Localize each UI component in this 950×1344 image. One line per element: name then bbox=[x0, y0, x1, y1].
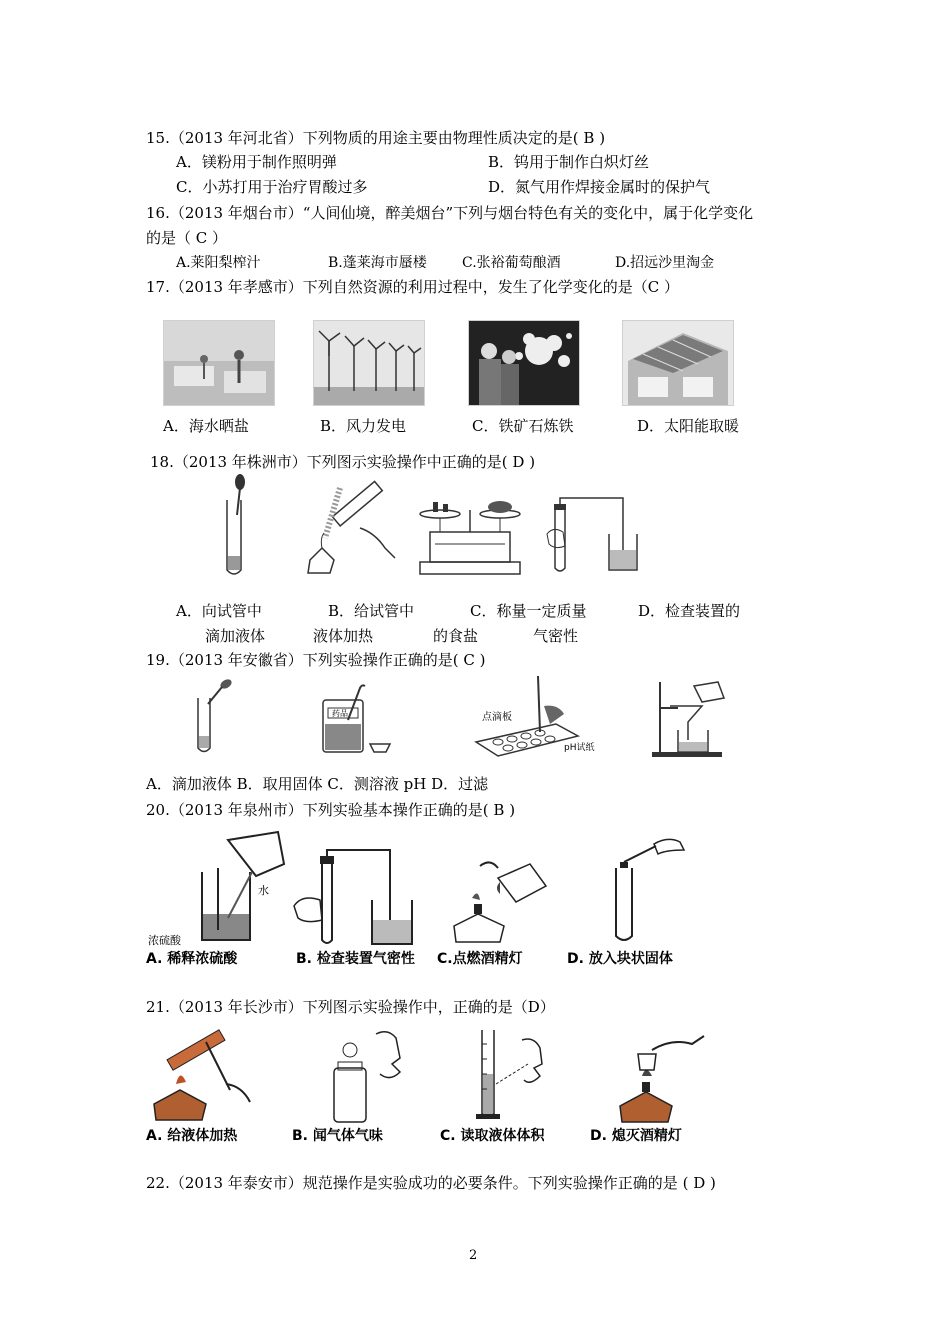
q18-stem: 18.（2013 年株洲市）下列图示实验操作中正确的是( D ) bbox=[150, 453, 536, 471]
q19-figure-dropper bbox=[190, 676, 235, 756]
q21-caption-d: D. 熄灭酒精灯 bbox=[590, 1128, 682, 1144]
q18-caption-d2: 气密性 bbox=[533, 627, 579, 645]
q21-caption-a: A. 给液体加热 bbox=[146, 1128, 238, 1144]
q18-figure-dropper bbox=[215, 470, 255, 580]
q19-plate-label: 点滴板 bbox=[482, 712, 512, 723]
q17-photo-wind-power bbox=[313, 320, 425, 406]
q19-reagent-label: 药品 bbox=[332, 709, 348, 718]
q18-figure-heating-liquid bbox=[300, 478, 400, 578]
q19-figure-ph-test bbox=[468, 676, 598, 760]
q20-figure-airtightness bbox=[292, 840, 422, 950]
q16-option-a: A.莱阳梨榨汁 bbox=[176, 255, 261, 271]
q15-option-a: A．镁粉用于制作照明弹 bbox=[176, 153, 337, 171]
q21-caption-b: B. 闻气体气味 bbox=[292, 1128, 383, 1144]
q15-option-c: C．小苏打用于治疗胃酸过多 bbox=[176, 178, 368, 196]
q16-option-b: B.蓬莱海市蜃楼 bbox=[328, 255, 427, 271]
q20-caption-b: B. 检查装置气密性 bbox=[296, 951, 415, 967]
q20-caption-c: C.点燃酒精灯 bbox=[437, 951, 523, 967]
q16-stem: 16.（2013 年烟台市）“人间仙境，醉美烟台”下列与烟台特色有关的变化中，属于化学变化 bbox=[146, 204, 754, 222]
q20-caption-d: D. 放入块状固体 bbox=[567, 951, 673, 967]
q20-caption-a: A. 稀释浓硫酸 bbox=[146, 951, 238, 967]
q15-option-d: D．氮气用作焊接金属时的保护气 bbox=[488, 178, 711, 196]
q19-paper-label: pH试纸 bbox=[564, 743, 595, 753]
q18-caption-c2: 的食盐 bbox=[433, 627, 479, 645]
q21-figure-extinguish-lamp bbox=[612, 1028, 712, 1126]
q20-figure-dilute-acid bbox=[146, 828, 286, 968]
q16-option-c: C.张裕葡萄酿酒 bbox=[462, 255, 561, 271]
q19-captions: A．滴加液体 B．取用固体 C．测溶液 pH D．过滤 bbox=[146, 775, 489, 793]
q21-figure-heating-liquid bbox=[146, 1024, 256, 1124]
q17-caption-b: B．风力发电 bbox=[320, 417, 407, 435]
q17-caption-d: D．太阳能取暖 bbox=[637, 417, 740, 435]
q20-figure-block-solid bbox=[596, 836, 696, 946]
page-number: 2 bbox=[469, 1248, 478, 1263]
q17-caption-c: C．铁矿石炼铁 bbox=[472, 417, 574, 435]
q18-figure-balance bbox=[415, 492, 525, 577]
q19-stem: 19.（2013 年安徽省）下列实验操作正确的是( C ) bbox=[146, 651, 486, 669]
q18-caption-a1: A．向试管中 bbox=[176, 602, 262, 620]
q17-photo-solar-heating bbox=[622, 320, 734, 406]
q20-figure-alcohol-lamp bbox=[450, 858, 560, 948]
q17-photo-sea-salt bbox=[163, 320, 275, 406]
q17-photo-iron-smelting bbox=[468, 320, 580, 406]
q18-caption-a2: 滴加液体 bbox=[205, 627, 266, 645]
q21-figure-read-volume bbox=[468, 1024, 558, 1124]
q15-stem: 15.（2013 年河北省）下列物质的用途主要由物理性质决定的是( B ) bbox=[146, 129, 606, 147]
q18-caption-b1: B．给试管中 bbox=[328, 602, 415, 620]
q21-caption-c: C. 读取液体体积 bbox=[440, 1128, 545, 1144]
q18-caption-c1: C．称量一定质量 bbox=[470, 602, 587, 620]
q17-stem: 17.（2013 年孝感市）下列自然资源的利用过程中，发生了化学变化的是（C ） bbox=[146, 278, 680, 296]
q18-figure-airtightness bbox=[545, 494, 640, 576]
q19-figure-filtration bbox=[648, 676, 734, 760]
q21-figure-smell-gas bbox=[330, 1028, 420, 1126]
q18-caption-d1: D．检查装置的 bbox=[638, 602, 741, 620]
q20-stem: 20.（2013 年泉州市）下列实验基本操作正确的是( B ) bbox=[146, 801, 516, 819]
q17-caption-a: A．海水晒盐 bbox=[163, 417, 249, 435]
q21-stem: 21.（2013 年长沙市）下列图示实验操作中，正确的是（D） bbox=[146, 998, 555, 1016]
q15-option-b: B．钨用于制作白炽灯丝 bbox=[488, 153, 650, 171]
q19-figure-solid-reagent bbox=[318, 680, 393, 756]
q16-option-d: D.招远沙里淘金 bbox=[615, 255, 715, 271]
q20-water-label: 水 bbox=[258, 884, 269, 897]
q18-caption-b2: 液体加热 bbox=[313, 627, 374, 645]
q16-stem-cont: 的是（ C ） bbox=[146, 229, 228, 247]
q22-stem: 22.（2013 年泰安市）规范操作是实验成功的必要条件。下列实验操作正确的是 ( D ) bbox=[146, 1174, 716, 1192]
q20-acid-label: 浓硫酸 bbox=[148, 934, 181, 947]
